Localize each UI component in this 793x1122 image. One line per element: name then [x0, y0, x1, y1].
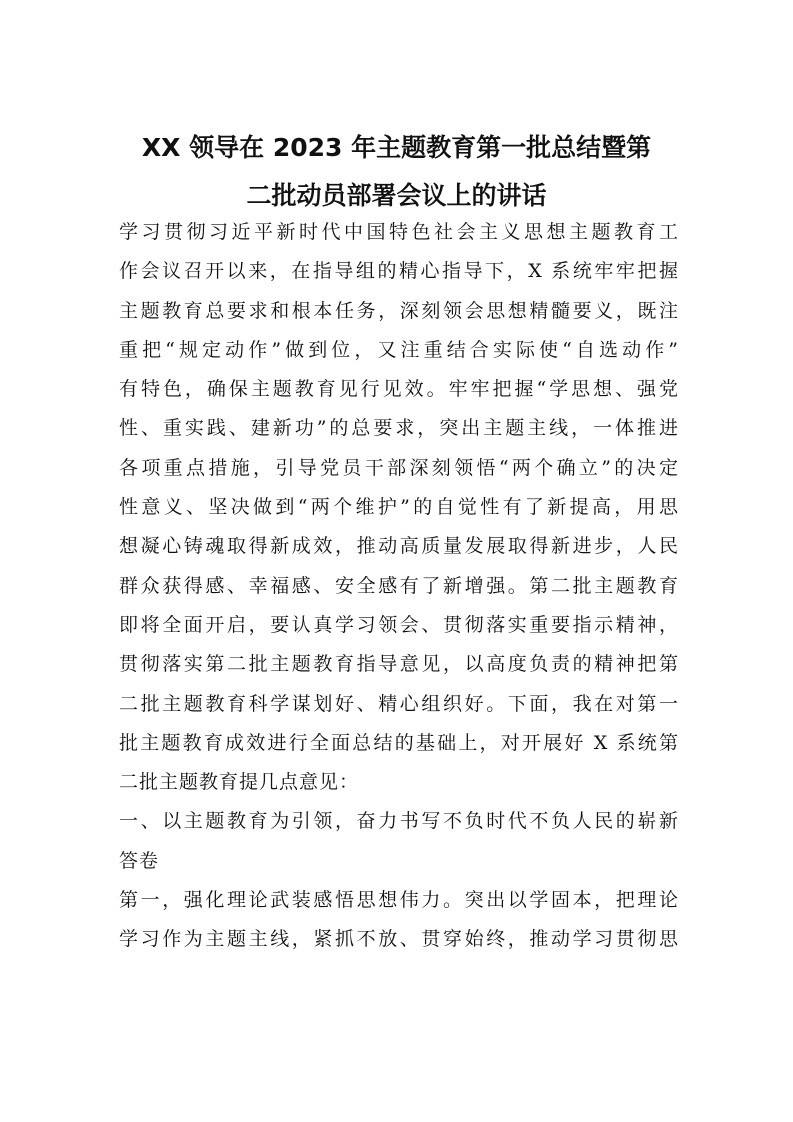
- title-line-2: 二批动员部署会议上的讲话: [246, 181, 547, 210]
- body-line: 学习作为主题主线，紧抓不放、贯穿始终，推动学习贯彻思: [119, 928, 679, 951]
- body-line: 二批主题教育提几点意见：: [119, 771, 360, 794]
- document-body: [119, 213, 679, 960]
- body-line: 作会议召开以来，在指导组的精心指导下，X 系统牢牢把握: [119, 260, 679, 283]
- body-line: 即将全面开启，要认真学习领会、贯彻落实重要指示精神，: [119, 613, 679, 636]
- body-line: 主题教育总要求和根本任务，深刻领会思想精髓要义，既注: [119, 299, 679, 322]
- body-line: 二批主题教育科学谋划好、精心组织好。下面，我在对第一: [119, 692, 679, 715]
- title-line-1: XX 领导在 2023 年主题教育第一批总结暨第: [141, 133, 652, 162]
- body-line: 各项重点措施，引导党员干部深刻领悟“两个确立”的决定: [119, 456, 679, 479]
- body-line: 学习贯彻习近平新时代中国特色社会主义思想主题教育工: [119, 221, 679, 243]
- body-line: 重把“规定动作”做到位，又注重结合实际使“自选动作”: [119, 338, 679, 361]
- section-heading-line: 一、以主题教育为引领，奋力书写不负时代不负人民的崭新: [119, 810, 679, 833]
- body-line: 性意义、坚决做到“两个维护”的自觉性有了新提高，用思: [119, 496, 679, 519]
- body-line: 第一，强化理论武装感悟思想伟力。突出以学固本，把理论: [119, 889, 679, 912]
- body-line: 性、重实践、建新功”的总要求，突出主题主线，一体推进: [119, 417, 679, 440]
- body-line: 贯彻落实第二批主题教育指导意见，以高度负责的精神把第: [119, 653, 679, 676]
- body-line: 批主题教育成效进行全面总结的基础上，对开展好 X 系统第: [119, 731, 679, 754]
- body-line: 有特色，确保主题教育见行见效。牢牢把握“学思想、强党: [119, 378, 679, 401]
- body-line: 群众获得感、幸福感、安全感有了新增强。第二批主题教育: [119, 574, 679, 597]
- document-title: [60, 124, 733, 220]
- section-heading-line: 答卷: [119, 849, 160, 872]
- body-line: 想凝心铸魂取得新成效，推动高质量发展取得新进步，人民: [119, 535, 679, 558]
